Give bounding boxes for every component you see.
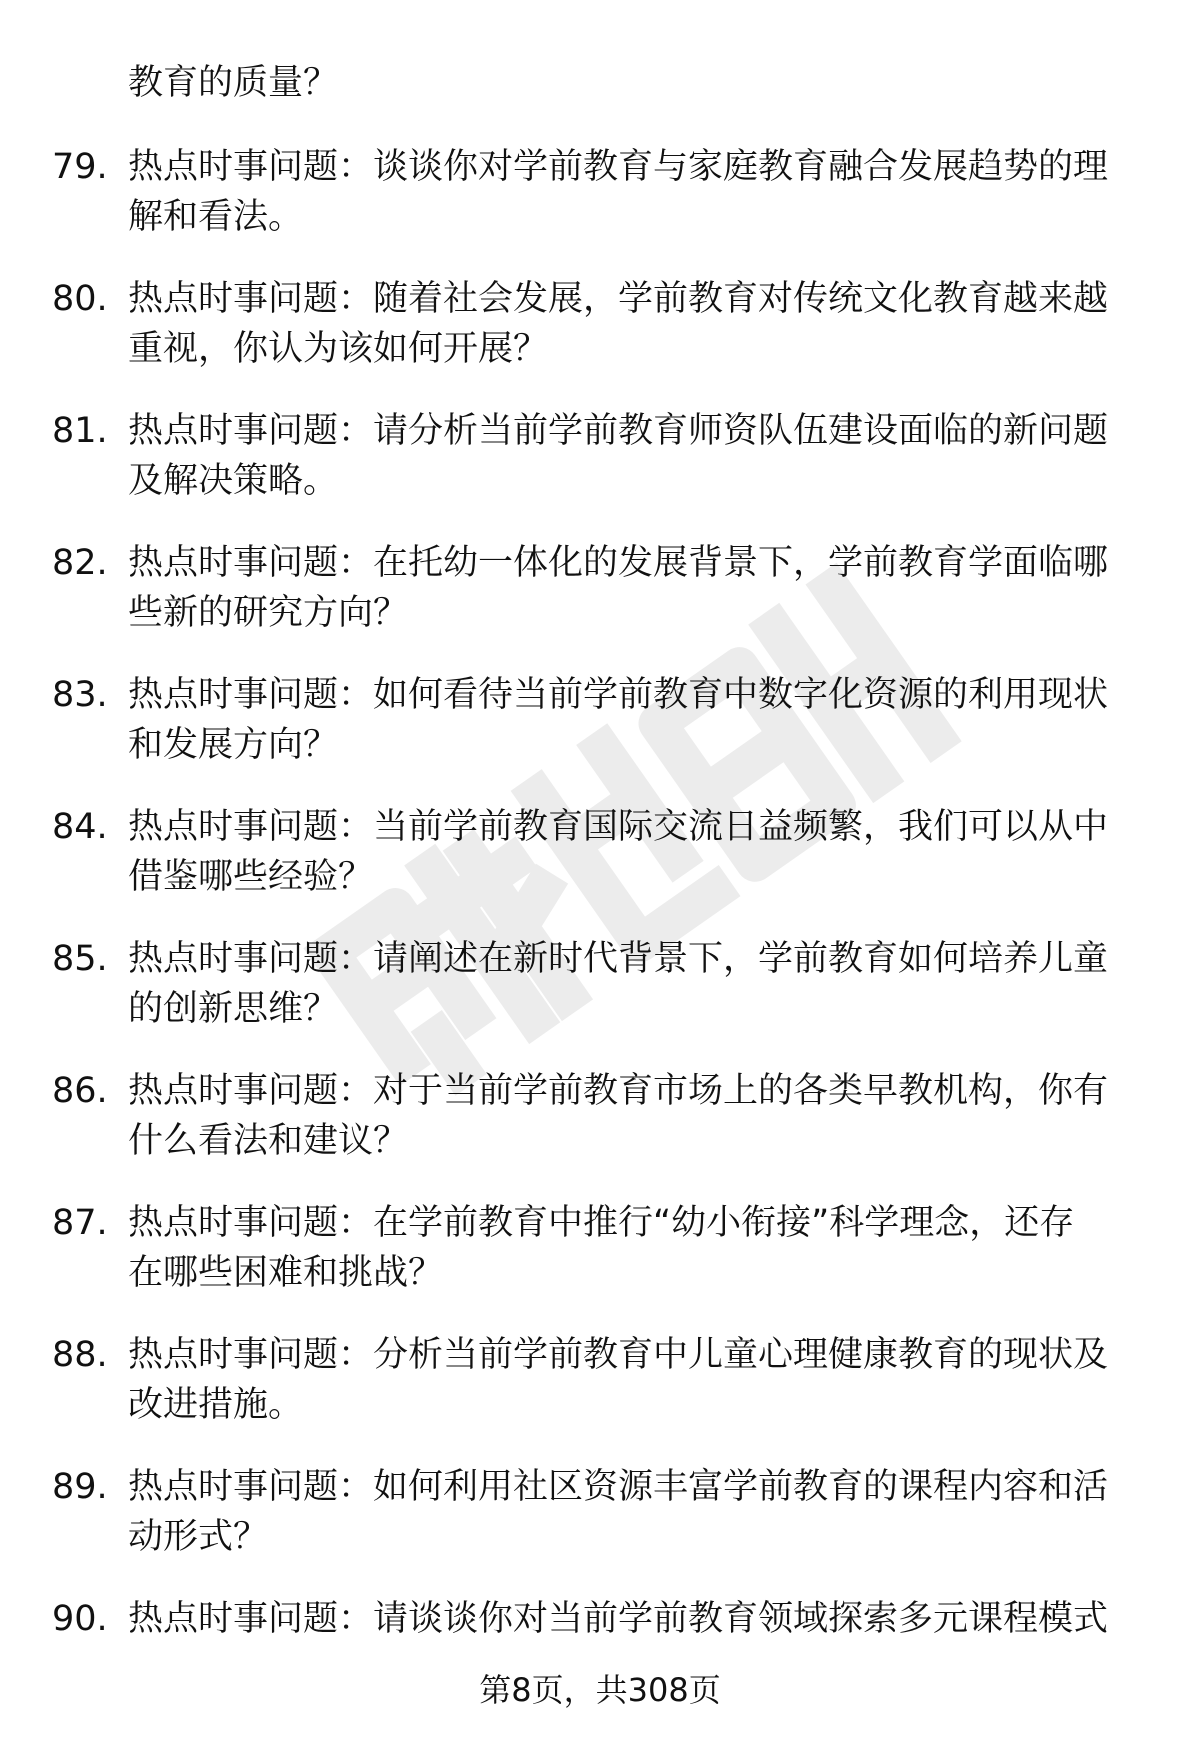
question-line: 改进措施。 [128, 1385, 304, 1425]
question-item [0, 802, 1200, 934]
continuation-text: 教育的质量？ [128, 63, 339, 103]
question-text [128, 1462, 1148, 1562]
question-item [0, 670, 1200, 802]
question-line: 热点时事问题：请阐述在新时代背景下，学前教育如何培养儿童 [128, 939, 1109, 979]
question-number: 87. [52, 1203, 108, 1243]
question-item [0, 1462, 1200, 1594]
question-text [128, 934, 1148, 1034]
question-line: 热点时事问题：在学前教育中推行“幼小衔接”科学理念，还存 [128, 1203, 1075, 1243]
question-line: 热点时事问题：随着社会发展，学前教育对传统文化教育越来越 [128, 279, 1109, 319]
question-list [0, 142, 1200, 1726]
question-text [128, 1594, 1148, 1644]
question-line: 些新的研究方向？ [128, 593, 409, 633]
question-line: 热点时事问题：当前学前教育国际交流日益频繁，我们可以从中 [128, 807, 1109, 847]
question-line: 解和看法。 [128, 197, 304, 237]
question-item [0, 1198, 1200, 1330]
question-line: 和发展方向？ [128, 725, 339, 765]
question-text [128, 1066, 1148, 1166]
question-line: 及解决策略。 [128, 461, 339, 501]
question-number: 81. [52, 411, 108, 451]
question-text [128, 802, 1148, 902]
question-item [0, 142, 1200, 274]
question-number: 86. [52, 1071, 108, 1111]
question-line: 热点时事问题：对于当前学前教育市场上的各类早教机构，你有 [128, 1071, 1109, 1111]
question-item [0, 406, 1200, 538]
question-number: 88. [52, 1335, 108, 1375]
question-line: 热点时事问题：如何利用社区资源丰富学前教育的课程内容和活 [128, 1467, 1109, 1507]
question-number: 80. [52, 279, 108, 319]
question-number: 85. [52, 939, 108, 979]
question-line: 借鉴哪些经验？ [128, 857, 374, 897]
question-line: 热点时事问题：请分析当前学前教育师资队伍建设面临的新问题 [128, 411, 1109, 451]
question-text [128, 670, 1148, 770]
question-text [128, 274, 1148, 374]
question-text [128, 1330, 1148, 1430]
question-number: 83. [52, 675, 108, 715]
question-line: 热点时事问题：分析当前学前教育中儿童心理健康教育的现状及 [128, 1335, 1109, 1375]
question-number: 84. [52, 807, 108, 847]
question-number: 89. [52, 1467, 108, 1507]
question-line: 的创新思维？ [128, 989, 339, 1029]
question-text [128, 1198, 1148, 1298]
question-line: 热点时事问题：谈谈你对学前教育与家庭教育融合发展趋势的理 [128, 147, 1109, 187]
question-text [128, 406, 1148, 506]
question-item [0, 1066, 1200, 1198]
question-line: 热点时事问题：请谈谈你对当前学前教育领域探索多元课程模式 [128, 1599, 1109, 1639]
question-number: 79. [52, 147, 108, 187]
question-line: 在哪些困难和挑战？ [128, 1253, 444, 1293]
question-line: 热点时事问题：如何看待当前学前教育中数字化资源的利用现状 [128, 675, 1109, 715]
question-item [0, 538, 1200, 670]
question-line: 什么看法和建议？ [128, 1121, 409, 1161]
page-footer: 第8页，共308页 [479, 1671, 721, 1709]
question-item [0, 1330, 1200, 1462]
question-line: 重视，你认为该如何开展？ [128, 329, 549, 369]
question-text [128, 538, 1148, 638]
question-line: 热点时事问题：在托幼一体化的发展背景下，学前教育学面临哪 [128, 543, 1109, 583]
question-line: 动形式？ [128, 1517, 269, 1557]
question-item [0, 274, 1200, 406]
question-number: 90. [52, 1599, 108, 1639]
question-text [128, 142, 1148, 242]
question-number: 82. [52, 543, 108, 583]
question-item [0, 934, 1200, 1066]
